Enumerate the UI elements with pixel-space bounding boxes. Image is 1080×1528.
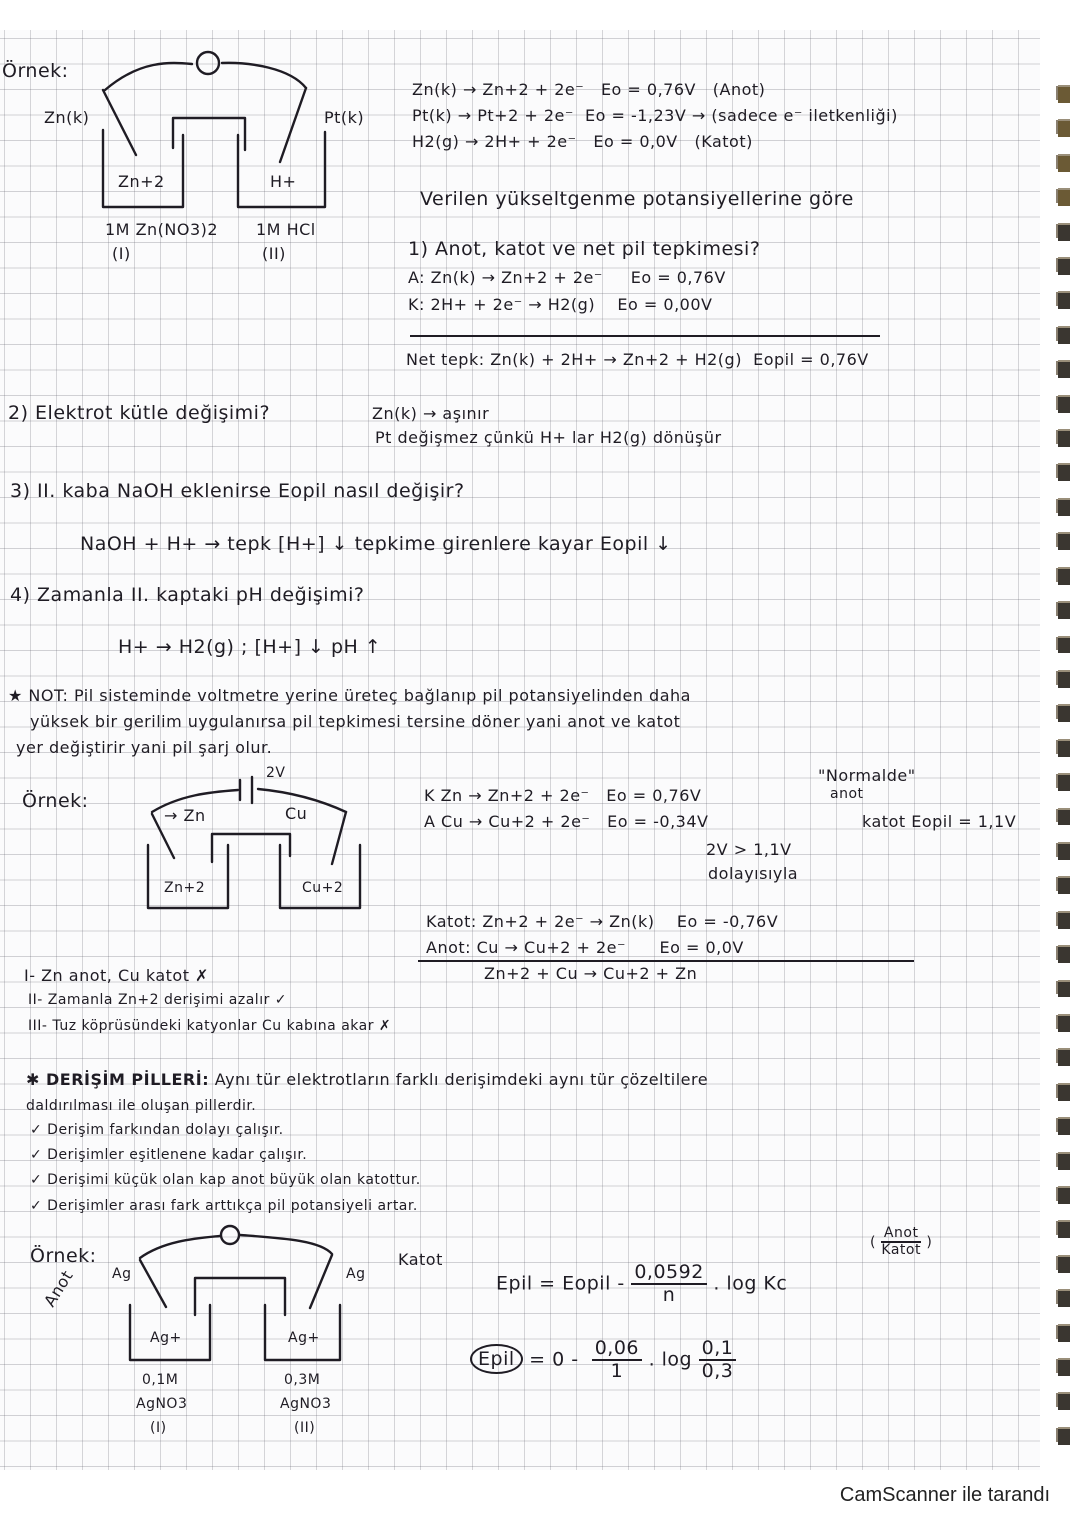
example3-right-solution: AgNO3 (280, 1396, 332, 1412)
note-line-2: yüksek bir gerilim uygulanırsa pil tepkimesi tersine döner yani anot ve katot (30, 712, 681, 731)
q1-anode: A: Zn(k) → Zn+2 + 2e⁻ Eo = 0,76V (408, 268, 726, 287)
example2-voltage: 2V (266, 765, 286, 781)
statement-1: I- Zn anot, Cu katot ✗ (24, 966, 209, 985)
note-line-3: yer değiştirir yani pil şarj olur. (16, 738, 273, 757)
q1-cathode: K: 2H+ + 2e⁻ → H2(g) Eo = 0,00V (408, 295, 713, 314)
concentration-title: ✱ DERİŞİM PİLLERİ: (26, 1070, 210, 1089)
example1-left-ion: Zn+2 (118, 172, 165, 191)
example1-right-ion: H+ (270, 172, 297, 191)
example1-left-label: (I) (112, 244, 131, 263)
example1-left-electrode: Zn(k) (44, 108, 90, 127)
scanner-watermark: CamScanner ile tarandı (839, 1484, 1050, 1506)
example3-left-ion: Ag+ (150, 1330, 182, 1346)
example2-net: Zn+2 + Cu → Cu+2 + Zn (484, 964, 698, 983)
note-line-1: ★ NOT: Pil sisteminde voltmetre yerine üreteç bağlanıp pil potansiyelinden daha (8, 686, 691, 705)
normalde-note: "Normalde" (818, 766, 916, 785)
half-reaction-1: Zn(k) → Zn+2 + 2e⁻ Eo = 0,76V (Anot) (412, 80, 766, 99)
spiral-binding (1050, 85, 1076, 1445)
example2-right-ion: Cu+2 (302, 880, 344, 896)
concentration-definition-2: daldırılması ile oluşan pillerdir. (26, 1098, 257, 1114)
example2-right-electrode: Cu (285, 804, 308, 823)
example2-katot: Katot: Zn+2 + 2e⁻ → Zn(k) Eo = -0,76V (426, 912, 779, 931)
example3-left-label: (I) (150, 1420, 167, 1436)
concentration-bullet-3: ✓ Derişimi küçük olan kap anot büyük olan katottur. (30, 1172, 421, 1188)
example1-heading: Örnek: (2, 60, 69, 82)
example1-right-solution: 1M HCl (256, 220, 316, 239)
example3-heading: Örnek: (30, 1245, 97, 1267)
q3-question: 3) II. kaba NaOH eklenirse Eopil nasıl değişir? (10, 480, 465, 502)
example2-left-ion: Zn+2 (164, 880, 206, 896)
example2-compare: 2V > 1,1V (706, 840, 792, 859)
concentration-bullet-1: ✓ Derişim farkından dolayı çalışır. (30, 1122, 284, 1138)
example2-heading: Örnek: (22, 790, 89, 812)
example2-anot: Anot: Cu → Cu+2 + 2e⁻ Eo = 0,0V (426, 938, 744, 957)
example1-left-solution: 1M Zn(NO3)2 (105, 220, 219, 239)
example1-right-label: (II) (262, 244, 286, 263)
example3-right-label: (II) (294, 1420, 316, 1436)
q1-sum-line (410, 335, 880, 337)
statement-2: II- Zamanla Zn+2 derişimi azalır ✓ (28, 992, 288, 1008)
example3-right-electrode: Ag (346, 1266, 366, 1282)
q1-question: 1) Anot, katot ve net pil tepkimesi? (408, 238, 761, 260)
nernst-equation: Epil = Eopil - $\frac{0,0592}{n}$ . log Kc (496, 1261, 788, 1306)
normalde-katot: katot Eopil = 1,1V (862, 812, 1017, 831)
q2-answer-1: Zn(k) → aşınır (372, 404, 490, 423)
meter-icon (221, 1226, 239, 1244)
concentration-definition-1: ✱ DERİŞİM PİLLERİ: Aynı tür elektrotların farklı derişimdeki aynı tür çözeltilere (26, 1070, 709, 1089)
half-reaction-3: H2(g) → 2H+ + 2e⁻ Eo = 0,0V (Katot) (412, 132, 753, 151)
q1-net: Net tepk: Zn(k) + 2H+ → Zn+2 + H2(g) Eopil = 0,76V (406, 350, 869, 369)
example2-reaction-2: A Cu → Cu+2 + 2e⁻ Eo = -0,34V (424, 812, 709, 831)
example3-left-solution: AgNO3 (136, 1396, 188, 1412)
example3-left-electrode: Ag (112, 1266, 132, 1282)
concentration-bullet-2: ✓ Derişimler eşitlenene kadar çalışır. (30, 1147, 308, 1163)
half-reaction-2: Pt(k) → Pt+2 + 2e⁻ Eo = -1,23V → (sadece e⁻ iletkenliği) (412, 106, 898, 125)
q4-question: 4) Zamanla II. kaptaki pH değişimi? (10, 584, 365, 606)
normalde-anot: anot (830, 786, 864, 802)
example1-intro: Verilen yükseltgenme potansiyellerine göre (420, 188, 854, 210)
q2-question: 2) Elektrot kütle değişimi? (8, 402, 271, 424)
example2-sum-line (418, 960, 914, 962)
q2-answer-2: Pt değişmez çünkü H+ lar H2(g) dönüşür (375, 428, 722, 447)
example3-anot-label: Anot (40, 1266, 77, 1311)
example3-right-conc: 0,3M (284, 1372, 321, 1388)
q3-answer: NaOH + H+ → tepk [H+] ↓ tepkime girenlere kayar Eopil ↓ (80, 533, 672, 555)
example3-right-ion: Ag+ (288, 1330, 320, 1346)
example3-katot-label: Katot (398, 1250, 443, 1269)
example1-right-electrode: Pt(k) (324, 108, 365, 127)
example3-left-conc: 0,1M (142, 1372, 179, 1388)
example2-left-electrode: → Zn (164, 806, 206, 825)
example3-cell-diagram (0, 0, 420, 1460)
concentration-bullet-4: ✓ Derişimler arası fark arttıkça pil potansiyeli artar. (30, 1198, 418, 1214)
example2-dolayisiyla: dolayısıyla (708, 864, 799, 883)
statement-3: III- Tuz köprüsündeki katyonlar Cu kabına akar ✗ (28, 1018, 392, 1034)
epil-calculation: Epil = 0 - $\frac{0,06}{1}$ . log $\frac{0,1}{0,3}$ (470, 1338, 736, 1382)
example2-reaction-1: K Zn → Zn+2 + 2e⁻ Eo = 0,76V (424, 786, 702, 805)
nernst-kc-note: ( $\frac{\text{Anot}}{\text{Katot}}$ ) (870, 1225, 933, 1259)
q4-answer: H+ → H2(g) ; [H+] ↓ pH ↑ (118, 636, 382, 658)
